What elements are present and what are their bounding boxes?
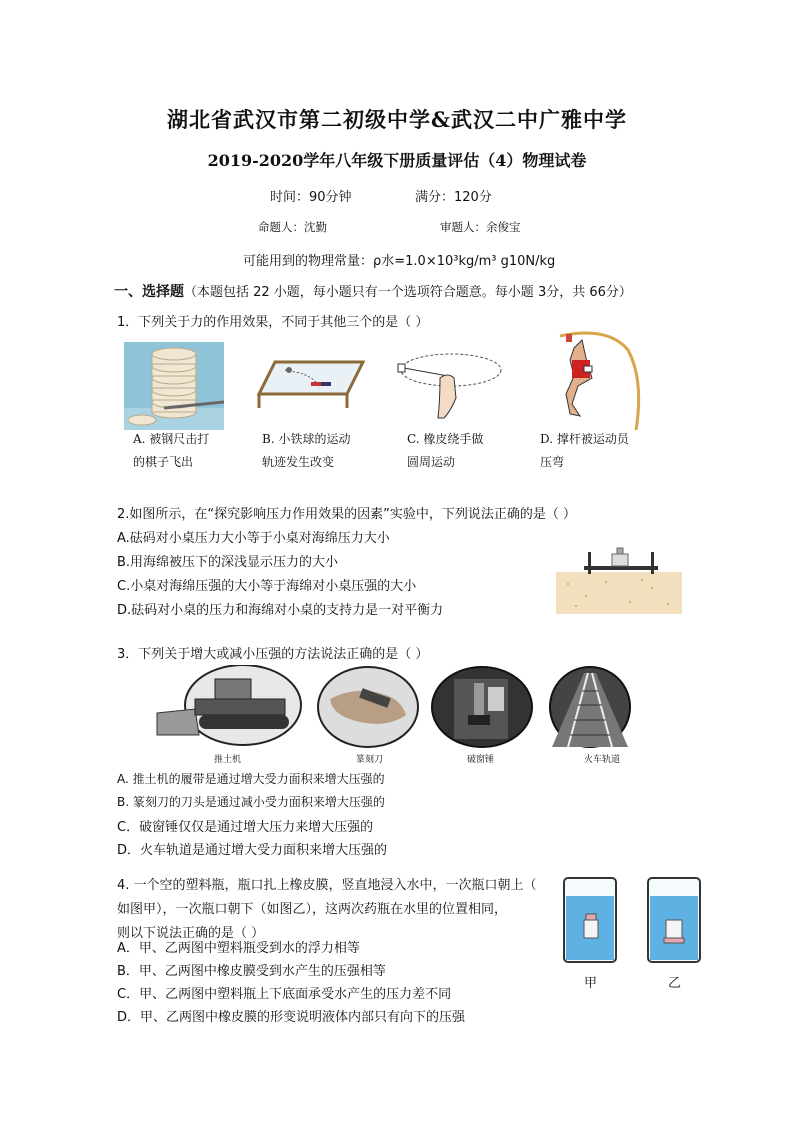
exam-reviewer: 审题人：余俊宝 bbox=[440, 220, 521, 234]
q3-image-railway-track bbox=[548, 665, 632, 749]
q3-option-d: D．火车轨道是通过增大受力面积来增大压强的 bbox=[117, 843, 388, 858]
q1-option-b: B. 小铁球的运动 轨迹发生改变 bbox=[262, 432, 351, 469]
q4-option-d: D．甲、乙两图中橡皮膜的形变说明液体内部只有向下的压强 bbox=[117, 1010, 466, 1025]
exam-author: 命题人：沈勤 bbox=[258, 220, 327, 234]
q2-stem: 2.如图所示，在“探究影响压力作用效果的因素”实验中，下列说法正确的是（ ） bbox=[117, 507, 577, 522]
q1-option-c: C. 橡皮绕手做 圆周运动 bbox=[407, 432, 484, 469]
q2-option-b: B.用海绵被压下的深浅显示压力的大小 bbox=[117, 555, 339, 570]
q3-label-bulldozer: 推土机 bbox=[214, 755, 242, 765]
q4-stem-line3: 则以下说法正确的是（ ） bbox=[117, 926, 265, 941]
q4-image-beaker-jia bbox=[560, 876, 620, 966]
q1-option-d: D. 撑杆被运动员 压弯 bbox=[540, 432, 629, 469]
exam-subtitle: 2019-2020学年八年级下册质量评估（4）物理试卷 bbox=[207, 151, 587, 170]
q4-stem-line2: 如图甲），一次瓶口朝下（如图乙），这两次药瓶在水里的位置相同， bbox=[117, 902, 508, 917]
q3-label-window-hammer: 破窗锤 bbox=[467, 755, 495, 765]
q1-option-a: A. 被钢尺击打 的棋子飞出 bbox=[133, 432, 210, 469]
exam-title: 湖北省武汉市第二初级中学&武汉二中广雅中学 bbox=[167, 107, 627, 132]
q4-option-c: C．甲、乙两图中塑料瓶上下底面承受水产生的压力差不同 bbox=[117, 987, 452, 1002]
q4-stem-line1: 4. 一个空的塑料瓶，瓶口扎上橡皮膜，竖直地浸入水中，一次瓶口朝上（ bbox=[117, 878, 537, 893]
q3-option-b: B. 篆刻刀的刀头是通过减小受力面积来增大压强的 bbox=[117, 795, 385, 809]
q2-option-c: C.小桌对海绵压强的大小等于海绵对小桌压强的大小 bbox=[117, 579, 417, 594]
q4-label-yi: 乙 bbox=[668, 976, 682, 991]
q2-option-d: D.砝码对小桌的压力和海绵对小桌的支持力是一对平衡力 bbox=[117, 603, 444, 618]
exam-time: 时间：90分钟 bbox=[270, 190, 352, 205]
section-heading: 一、选择题（本题包括 22 小题，每小题只有一个选项符合题意。每小题 3分，共 66分） bbox=[114, 284, 632, 300]
q3-image-carving-knife bbox=[316, 665, 420, 749]
q1-image-c-rubber-circle bbox=[396, 338, 506, 423]
q1-image-b-iron-ball bbox=[255, 352, 365, 412]
q2-option-a: A.砝码对小桌压力大小等于小桌对海绵压力大小 bbox=[117, 531, 390, 546]
q3-image-bulldozer bbox=[155, 665, 305, 749]
q3-label-carving-knife: 篆刻刀 bbox=[356, 755, 384, 765]
q3-stem: 3．下列关于增大或减小压强的方法说法正确的是（ ） bbox=[117, 647, 429, 662]
q4-option-b: B．甲、乙两图中橡皮膜受到水产生的压强相等 bbox=[117, 964, 386, 979]
q3-image-window-hammer bbox=[430, 665, 534, 749]
exam-score: 满分：120分 bbox=[415, 190, 492, 205]
q3-label-railway-track: 火车轨道 bbox=[584, 755, 621, 765]
physics-constants: 可能用到的物理常量：ρ水=1.0×10³kg/m³ g10N/kg bbox=[243, 254, 556, 269]
q1-image-a-chess-stack bbox=[124, 342, 224, 430]
q1-stem: 1．下列关于力的作用效果，不同于其他三个的是（ ） bbox=[117, 315, 429, 330]
q2-image-table-sponge bbox=[556, 544, 682, 614]
q4-option-a: A．甲、乙两图中塑料瓶受到水的浮力相等 bbox=[117, 941, 360, 956]
q4-label-jia: 甲 bbox=[584, 976, 598, 991]
q3-option-a: A. 推土机的履带是通过增大受力面积来增大压强的 bbox=[117, 772, 385, 786]
q1-image-d-pole-vault bbox=[548, 330, 648, 430]
q4-image-beaker-yi bbox=[644, 876, 704, 966]
q3-option-c: C．破窗锤仅仅是通过增大压力来增大压强的 bbox=[117, 820, 374, 835]
